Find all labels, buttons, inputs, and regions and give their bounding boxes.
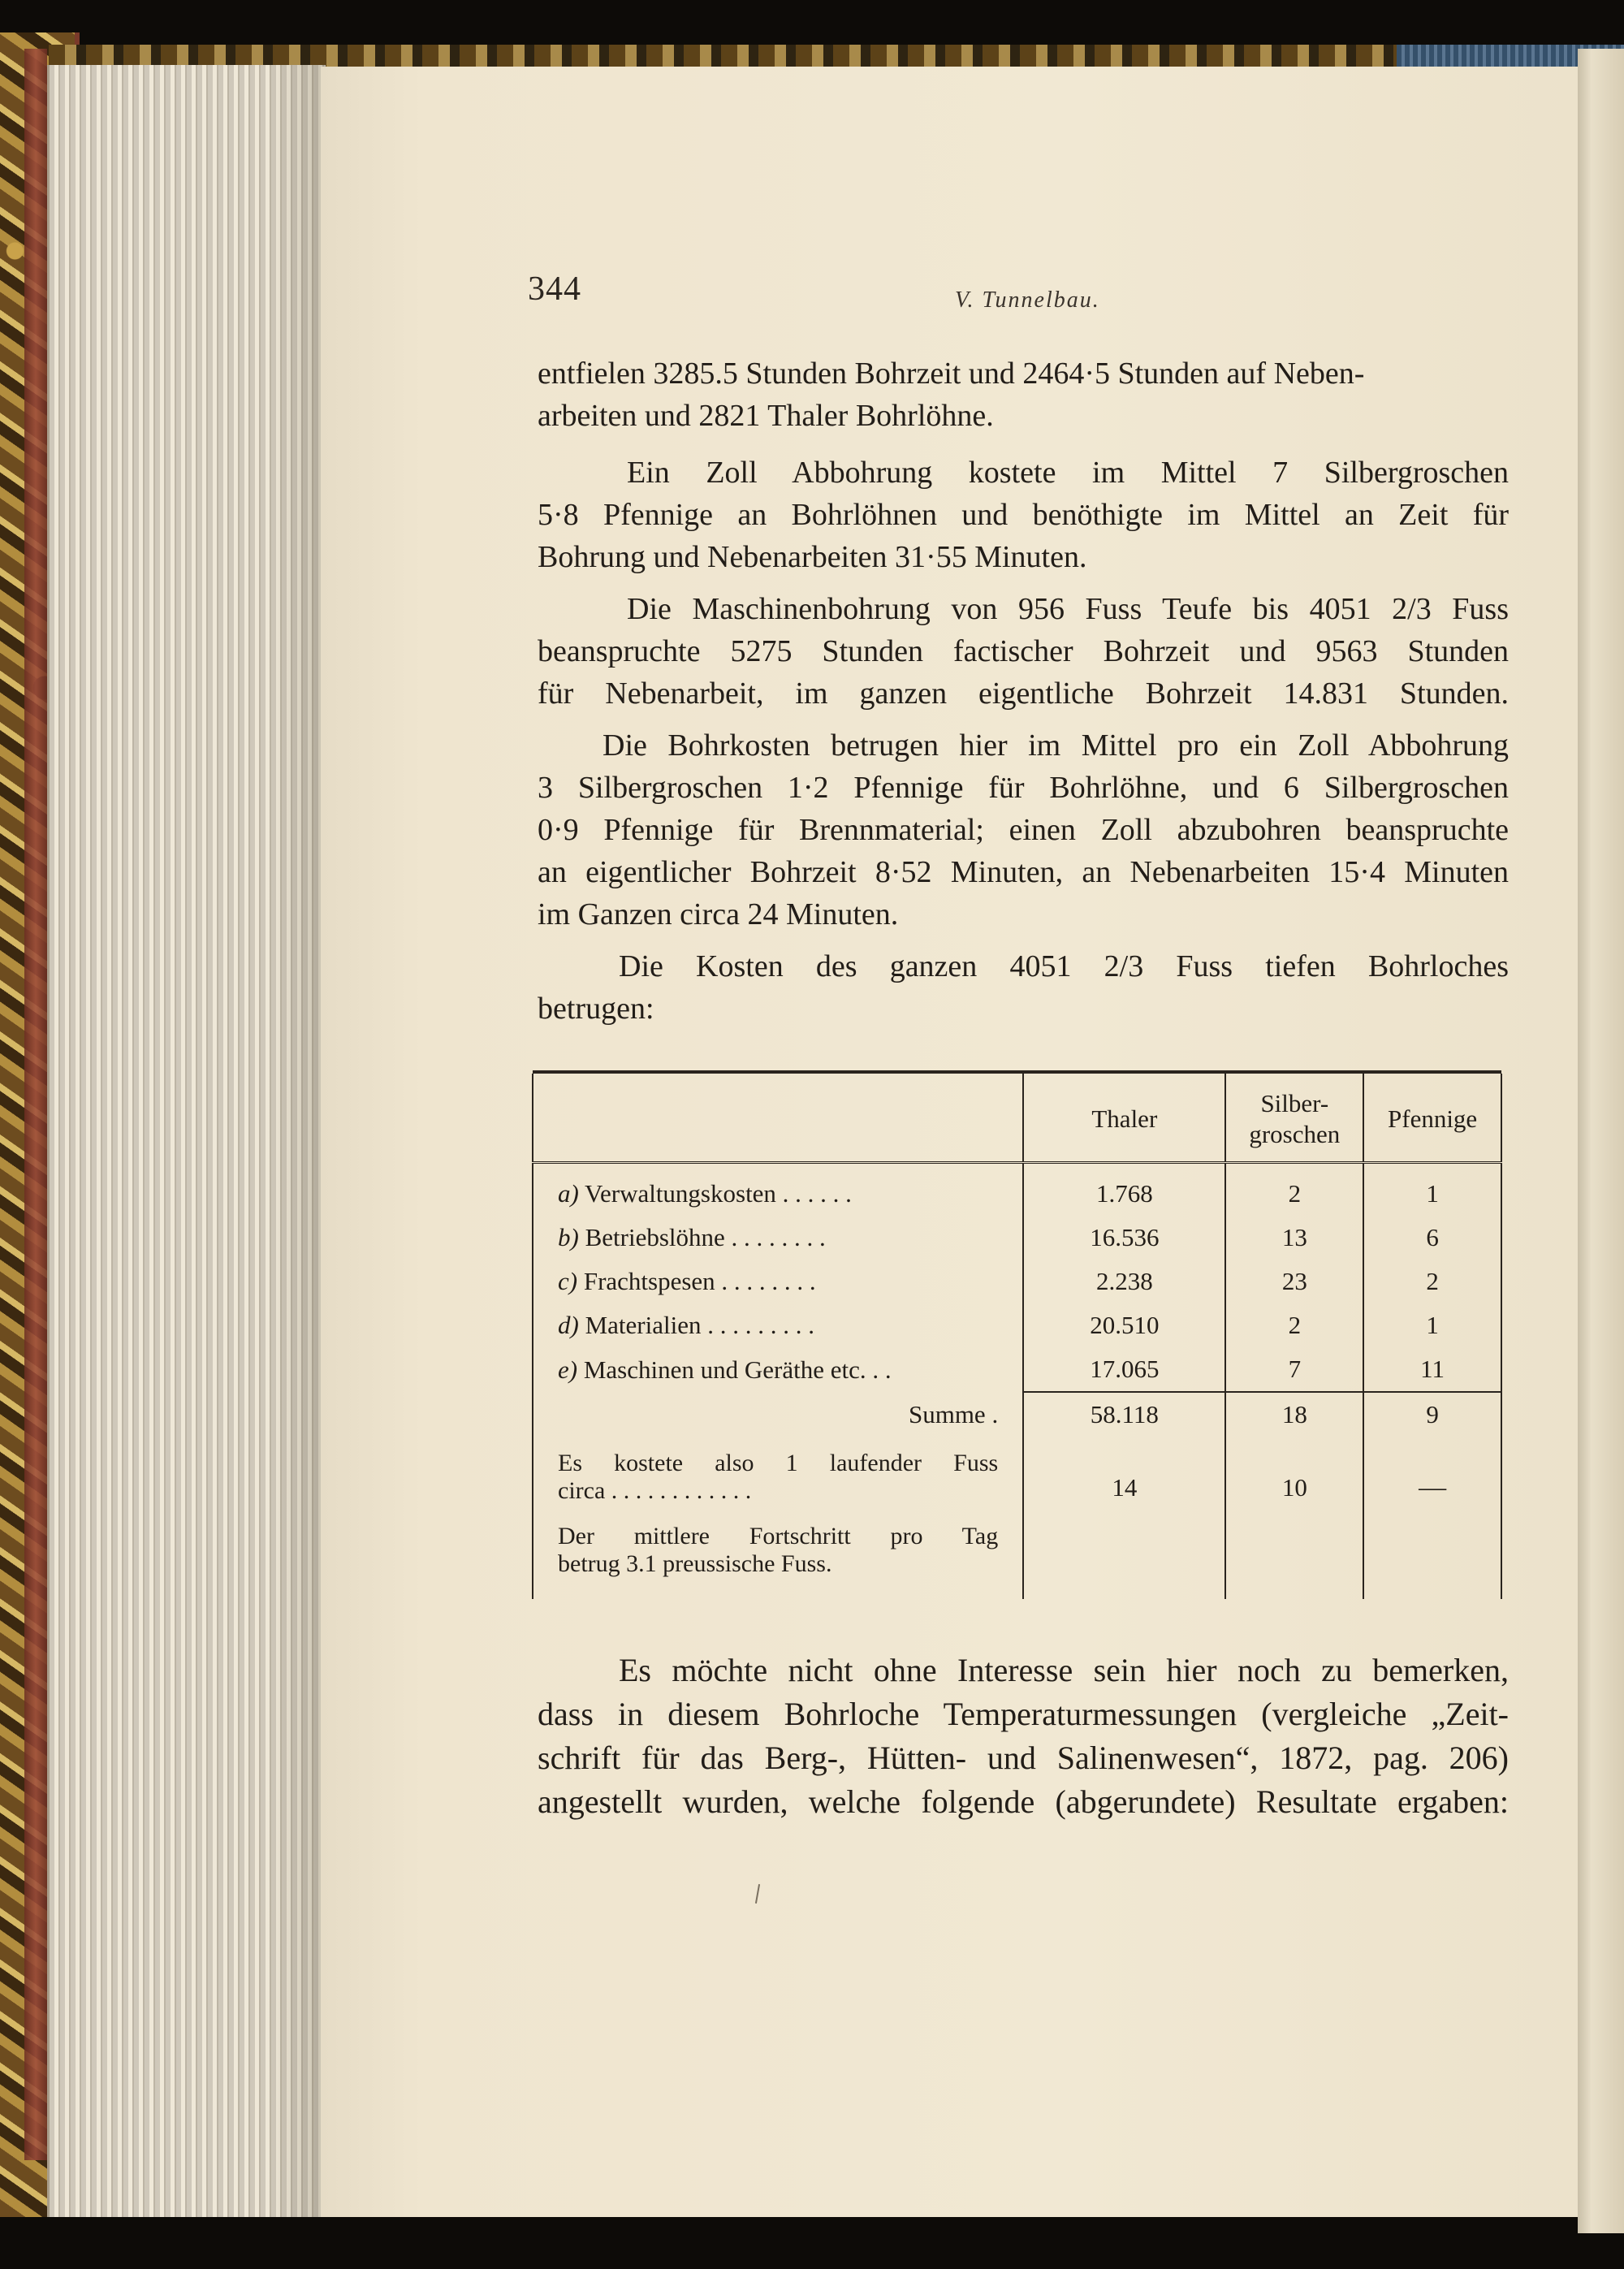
cell-silber: 2 [1225,1163,1363,1217]
text-line: an eigentlicher Bohrzeit 8·52 Minuten, an Nebenarbeiten 15·4 Minuten [538,855,1509,889]
table-row [533,1303,1501,1347]
text-line: entfielen 3285.5 Stunden Bohrzeit und 2464·5 Stunden auf Neben- [538,357,1365,391]
per-foot-thaler: 14 [1023,1437,1225,1510]
row-letter: d) [558,1311,579,1339]
row-label-text: Frachtspesen . . . . . . . . [583,1267,816,1295]
row-letter: e) [558,1355,578,1384]
page-header [528,270,1502,318]
cell-silber: 7 [1225,1347,1363,1392]
cell-silber: 23 [1225,1260,1363,1303]
row-label [533,1303,1023,1347]
cell-pfennige: 1 [1363,1303,1501,1347]
cell-thaler: 20.510 [1023,1303,1225,1347]
cost-table-grid [532,1070,1502,1599]
text-line: Die Bohrkosten betrugen hier im Mittel pro ein Zoll Abbohrung [603,728,1509,763]
table-row [533,1216,1501,1260]
closing-paragraph [538,1649,1509,1824]
text-line: Ein Zoll Abbohrung kostete im Mittel 7 Silbergroschen [627,456,1509,490]
text-line: im Ganzen circa 24 Minuten. [538,897,899,931]
progress-line1: Der mittlere Fortschritt pro Tag [558,1523,999,1549]
paragraph-5 [538,945,1509,1030]
header-silbergroschen [1225,1074,1363,1163]
paragraph-4 [538,724,1509,936]
table-header-row [533,1074,1501,1163]
per-foot-pfennige: — [1363,1437,1501,1510]
row-letter: b) [558,1223,579,1251]
text-line: schrift für das Berg-, Hütten- und Salinenwesen“, 1872, pag. 206) [538,1740,1509,1776]
text-line: Es möchte nicht ohne Interesse sein hier noch zu bemerken, [619,1652,1509,1688]
text-line: Die Maschinenbohrung von 956 Fuss Teufe bis 4051 2/3 Fuss [627,592,1509,626]
per-foot-line2: circa . . . . . . . . . . . . [558,1477,752,1504]
text-line: angestellt wurden, welche folgende (abgerundete) Resultate ergaben: [538,1783,1509,1820]
per-foot-label [533,1437,1023,1510]
text-line: für Nebenarbeit, im ganzen eigentliche Bohrzeit 14.831 Stunden. [538,676,1509,711]
facing-page-edge [1578,49,1624,2233]
header-silber-line2: groschen [1249,1120,1341,1148]
cell-pfennige: 2 [1363,1260,1501,1303]
per-foot-row [533,1437,1501,1510]
text-line: Bohrung und Nebenarbeiten 31·55 Minuten. [538,540,1087,574]
header-blank [533,1074,1023,1163]
sum-pfennige: 9 [1363,1392,1501,1437]
progress-empty-cell [1023,1510,1225,1599]
text-line: betrugen: [538,992,654,1026]
text-line: beanspruchte 5275 Stunden factischer Bohrzeit und 9563 Stunden [538,634,1509,668]
table-row [533,1260,1501,1303]
text-line: Die Kosten des ganzen 4051 2/3 Fuss tiefen Bohrloches [619,949,1509,983]
row-label [533,1216,1023,1260]
progress-empty-cell [1363,1510,1501,1599]
row-letter: c) [558,1267,578,1295]
cell-silber: 2 [1225,1303,1363,1347]
row-label [533,1163,1023,1217]
paragraph-3 [538,588,1509,715]
table-row [533,1163,1501,1217]
row-label-text: Betriebslöhne . . . . . . . . [585,1223,826,1251]
per-foot-line1: Es kostete also 1 laufender Fuss [558,1450,999,1476]
cell-pfennige: 11 [1363,1347,1501,1392]
paragraph-2 [538,452,1509,578]
row-label [533,1347,1023,1392]
row-label [533,1260,1023,1303]
cost-table [532,1070,1502,1610]
row-label-text: Maschinen und Geräthe etc. . . [583,1355,892,1384]
book-spine-edge [24,49,47,2160]
page-gutter-shadow [268,65,325,2217]
table-row [533,1347,1501,1392]
header-pfennige: Pfennige [1363,1074,1501,1163]
per-foot-silber: 10 [1225,1437,1363,1510]
sum-silber: 18 [1225,1392,1363,1437]
text-line: arbeiten und 2821 Thaler Bohrlöhne. [538,399,994,433]
header-thaler: Thaler [1023,1074,1225,1163]
text-line: 0·9 Pfennige für Brennmaterial; einen Zoll abzubohren beanspruchte [538,813,1509,847]
row-label-text: Verwaltungskosten . . . . . . [585,1179,852,1208]
cell-thaler: 1.768 [1023,1163,1225,1217]
sum-label: Summe . [533,1392,1023,1437]
progress-empty-cell [1225,1510,1363,1599]
progress-row [533,1510,1501,1599]
cell-pfennige: 1 [1363,1163,1501,1217]
row-label-text: Materialien . . . . . . . . . [585,1311,814,1339]
cell-thaler: 17.065 [1023,1347,1225,1392]
cell-thaler: 2.238 [1023,1260,1225,1303]
text-line: dass in diesem Bohrloche Temperaturmessungen (vergleiche „Zeit- [538,1696,1509,1732]
cell-silber: 13 [1225,1216,1363,1260]
cell-pfennige: 6 [1363,1216,1501,1260]
row-letter: a) [558,1179,579,1208]
progress-line2: betrug 3.1 preussische Fuss. [558,1550,832,1577]
running-head: V. Tunnelbau. [955,287,1100,313]
sum-row [533,1392,1501,1437]
text-line: 5·8 Pfennige an Bohrlöhnen und benöthigte im Mittel an Zeit für [538,498,1509,532]
sum-thaler: 58.118 [1023,1392,1225,1437]
header-silber-line1: Silber- [1260,1089,1329,1117]
text-line: 3 Silbergroschen 1·2 Pfennige für Bohrlöhne, und 6 Silbergroschen [538,771,1509,805]
cell-thaler: 16.536 [1023,1216,1225,1260]
page-number: 344 [528,270,581,308]
progress-label [533,1510,1023,1599]
paragraph-1 [538,352,1509,437]
